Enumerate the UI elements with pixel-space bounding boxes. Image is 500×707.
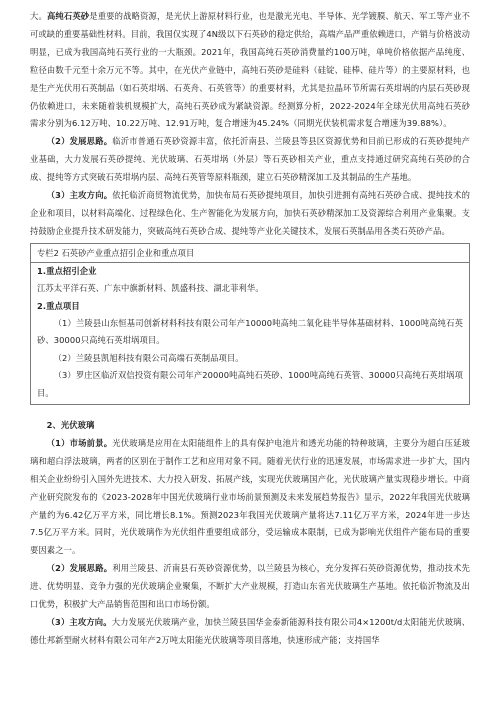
pv-development-text: 利用兰陵县、沂南县石英砂资源优势，以兰陵县为核心，充分发挥石英砂资源优势，推动技术先进、优势明显、竞争力强的光伏玻璃企业聚集，不断扩大产业规模，打造山东省光伏玻璃生产基地。依托临沂物流及出口优势，积极扩大产品销售范围和出口市场份额。: [30, 563, 470, 610]
paragraph-pv-market: [30, 435, 470, 560]
column-box-title: 专栏2 石英砂产业重点招引企业和重点项目: [31, 244, 469, 263]
key-project-item-3: （3）罗庄区临沂双信投资有限公司年产20000吨高纯石英砂、1000吨高纯石英管、30000只高纯石英坩埚项目。: [37, 370, 463, 398]
intro-lead: 大。: [30, 11, 47, 21]
main-direction-heading: （3）主攻方向。: [46, 190, 113, 201]
pv-direction-heading: （3）主攻方向。: [46, 617, 112, 627]
column-box-key-projects: [30, 243, 470, 405]
key-enterprises-heading: 1.重点招引企业: [37, 265, 97, 276]
development-idea-text: 临沂市普通石英砂资源丰富，依托沂南县、兰陵县等县区资源优势和目前已形成的石英砂提纯产业基础，大力发展石英砂提纯、光伏玻璃、石英坩埚（外层）等石英砂相关产业，重点支持通过研究高纯石英砂的合成、提纯等方式突破石英坩埚内层、高纯石英管等原料瓶颈，建立石英砂精深加工及其制品的生产基地。: [30, 136, 470, 183]
column-box-body: [31, 263, 469, 404]
intro-text: 是重要的战略资源，是光伏上游原材料行业，也是激光光电、半导体、光学镀膜、航天、军工等产业不可或缺的重要基础性材料。目前，我国仅实现了4N级以下石英砂的稳定供给，高端产品严重依赖进口，产销与价格波动明显，已成为我国高纯石英行业的一大瓶颈。2021年，我国高纯石英砂消费量约100万吨，单吨价格依据产品纯度、粒径由数千元至十余万元不等。其中，在光伏产业链中，高纯石英砂是硅料（硅锭、硅棒、硅片等）的主要原材料，也是生产光伏用石英制品（如石英坩埚、石英舟、石英管等）的重要材料，尤其是拉晶环节所需石英坩埚的内层石英砂现仍依赖进口，未来随着装机规模扩大，高纯石英砂成为紧缺资源。经测算分析，2022-2024年全球光伏用高纯石英砂需求分别为6.12万吨、10.22万吨、12.91万吨，复合增速为45.24%（同期光伏装机需求复合增速为39.88%）。: [30, 11, 470, 129]
main-direction-text: 依托临沂商贸物流优势，加快布局石英砂提纯项目，加快引进拥有高纯石英砂合成、提纯技术的企业和项目，以材料高端化、过程绿色化、生产智能化为发展方向，加快石英砂精深加工及资源综合利用产业集聚。支持鼓励企业提升技术研发能力，突破高纯石英砂合成、提纯等产业化关键技术，发展石英制品用各类石英砂产品。: [30, 190, 470, 236]
keyword-quartz-sand: 高纯石英砂: [46, 11, 90, 21]
paragraph-development-idea: [30, 133, 470, 187]
paragraph-pv-direction: [30, 614, 470, 650]
key-project-item-2: （2）兰陵县凯旭科技有限公司高端石英制品项目。: [53, 352, 244, 363]
paragraph-quartz-sand-intro: [30, 8, 470, 133]
paragraph-main-direction: [30, 187, 470, 241]
pv-direction-text: 大力发展光伏玻璃产业，加快兰陵县国华金泰新能源科技有限公司4×1200t/d太阳能光伏玻璃、德仕邦新型耐火材料有限公司年产2万吨太阳能光伏玻璃等项目落地，快速形成产能；支持国华: [30, 617, 471, 645]
paragraph-pv-development: [30, 560, 470, 614]
document-page: [30, 8, 470, 650]
section-heading-pv-glass: 2、光伏玻璃: [46, 420, 95, 431]
pv-market-text: 光伏玻璃是应用在太阳能组件上的具有保护电池片和透光功能的特种玻璃，主要分为超白压延玻璃和超白浮法玻璃，两者的区别在于制作工艺和应用对象不同。随着光伏行业的迅速发展，市场需求进一步扩大，国内相关企业纷纷引入国外先进技术、大力投入研发、拓展产线，实现光伏玻璃国产化，光伏玻璃产量实现稳步增长。中商产业研究院发布的《2023-2028年中国光伏玻璃行业市场前景预测及未来发展趋势报告》显示，2022年我国光伏玻璃产量约为6.42亿万平方米，同比增长8.1%。预测2023年我国光伏玻璃产量将达7.11亿万平方米，2024年进一步达7.5亿万平方米。同时，光伏玻璃作为光伏组件重要组成部分，受运输成本限制，已成为影响光伏组件产能布局的重要要因素之一。: [30, 437, 470, 556]
pv-market-heading: （1）市场前景。: [46, 437, 113, 448]
key-enterprises-list: 江苏太平洋石英、广东中旗新材料、凯盛科技、湖北菲利华。: [37, 283, 264, 294]
development-idea-heading: （2）发展思路。: [46, 136, 113, 147]
pv-development-heading: （2）发展思路。: [46, 563, 113, 574]
key-project-item-1: （1）兰陵县山东恒基司创新材料科技有限公司年产10000吨高纯二氧化硅半导体基础材料、1000吨高纯石英砂、30000只高纯石英坩埚项目。: [37, 318, 463, 346]
key-projects-heading: 2.重点项目: [37, 300, 80, 311]
